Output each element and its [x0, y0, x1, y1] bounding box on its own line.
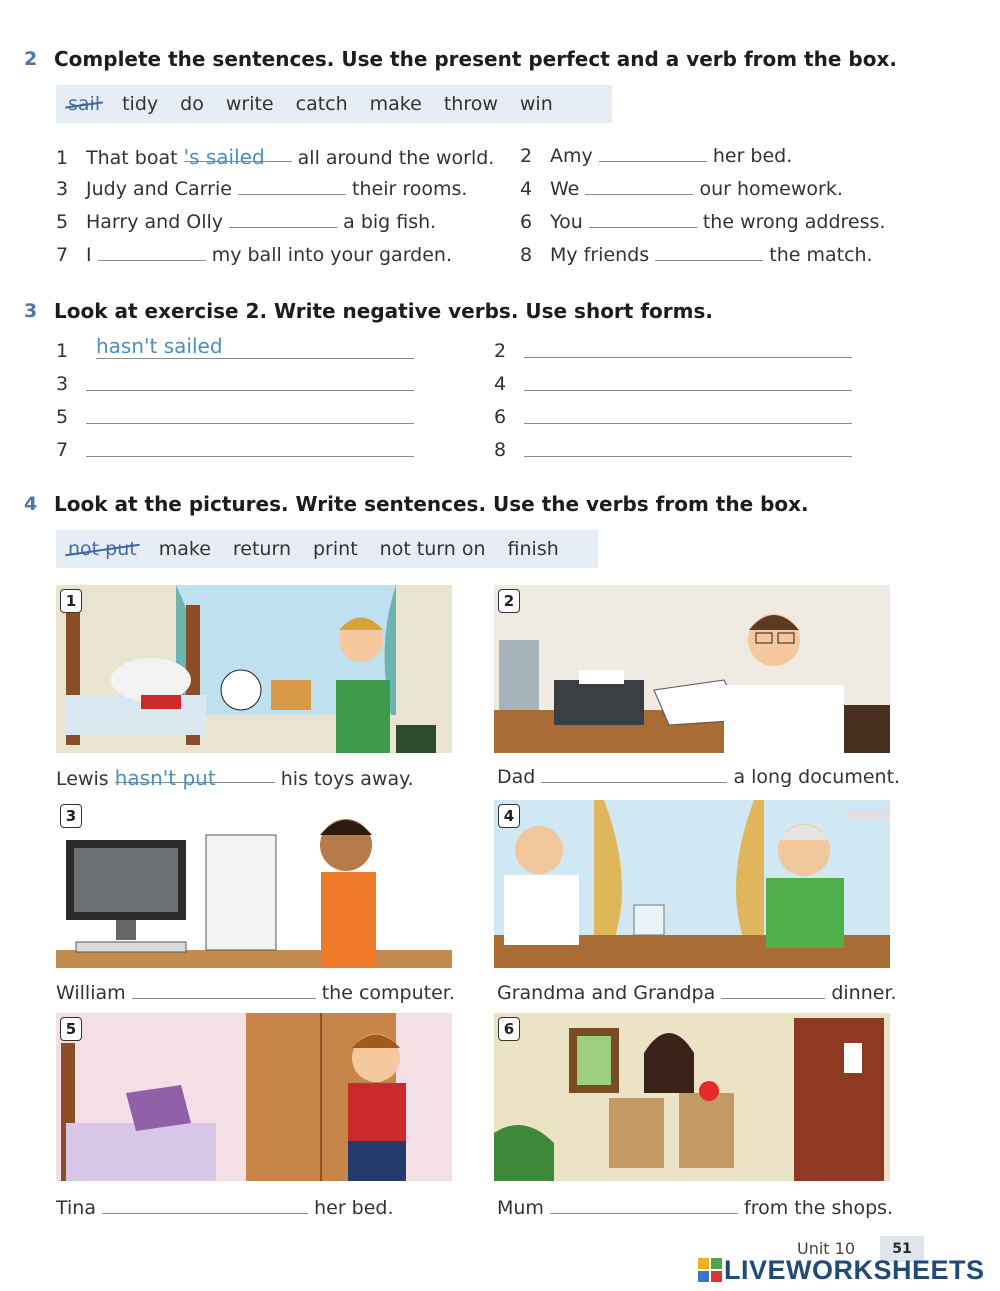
exercise-4-title: Look at the pictures. Write sentences. Use the verbs from the box.	[54, 492, 809, 516]
answer-field[interactable]	[589, 211, 697, 228]
exercise-3-item-number: 5	[56, 406, 69, 428]
picture-1-messy-bedroom	[56, 585, 452, 753]
exercise-2-item-7: 7 I my ball into your garden.	[56, 244, 453, 266]
exercise-3-answer-field[interactable]: hasn't sailed	[96, 334, 414, 359]
picture-number-badge: 1	[60, 589, 82, 613]
word-box-item: write	[225, 93, 274, 115]
page-number: 51	[880, 1236, 924, 1262]
answer-field[interactable]	[132, 982, 316, 999]
exercise-2-item-4: 4 We our homework.	[520, 178, 843, 200]
word-box-item: finish	[507, 538, 559, 560]
picture-6-caption: Mum from the shops.	[497, 1197, 894, 1219]
answer-field[interactable]	[541, 766, 727, 783]
answer-field[interactable]	[102, 1197, 308, 1214]
word-box-item: win	[519, 93, 553, 115]
exercise-2-item-8: 8 My friends the match.	[520, 244, 873, 266]
exercise-3-answer-field[interactable]	[86, 456, 414, 457]
exercise-3-title: Look at exercise 2. Write negative verbs. Use short forms.	[54, 299, 713, 323]
word-box-item: print	[313, 538, 358, 560]
exercise-3-item-number: 1	[56, 340, 69, 362]
exercise-3-answer-field[interactable]	[524, 456, 852, 457]
word-box-item: not turn on	[379, 538, 486, 560]
picture-5-caption: Tina her bed.	[56, 1197, 394, 1219]
picture-5-tina-bedroom	[56, 1013, 452, 1181]
answer-field[interactable]: 's sailed	[184, 145, 292, 162]
exercise-2-item-2: 2 Amy her bed.	[520, 145, 793, 167]
answer-field[interactable]	[655, 244, 763, 261]
answer-field[interactable]	[585, 178, 693, 195]
word-box-item: tidy	[122, 93, 159, 115]
exercise-2-item-3: 3 Judy and Carrie their rooms.	[56, 178, 468, 200]
exercise-3-item-number: 6	[494, 406, 507, 428]
word-box-item: make	[158, 538, 211, 560]
word-box-item: catch	[295, 93, 348, 115]
picture-2-dad-printing	[494, 585, 890, 753]
unit-label: Unit 10	[797, 1239, 856, 1258]
answer-field[interactable]	[238, 178, 346, 195]
exercise-3-item-number: 8	[494, 439, 507, 461]
exercise-2-word-box	[56, 85, 612, 123]
word-box-item-crossed: not put	[68, 538, 137, 560]
picture-1-caption: Lewis hasn't put his toys away.	[56, 766, 414, 790]
exercise-4-number: 4	[24, 493, 38, 515]
exercise-2-item-1: 1 That boat 's sailed all around the world.	[56, 145, 495, 169]
exercise-2-item-5: 5 Harry and Olly a big fish.	[56, 211, 437, 233]
exercise-3-item-number: 4	[494, 373, 507, 395]
word-box-item: make	[369, 93, 422, 115]
word-box-item-crossed: sail	[68, 93, 101, 115]
exercise-2-item-6: 6 You the wrong address.	[520, 211, 886, 233]
exercise-3-answer-field[interactable]	[524, 357, 852, 358]
answer-field[interactable]	[229, 211, 337, 228]
picture-number-badge: 6	[498, 1017, 520, 1041]
picture-4-caption: Grandma and Grandpa dinner.	[497, 982, 897, 1004]
picture-2-caption: Dad a long document.	[497, 766, 901, 788]
exercise-3-answer-field[interactable]	[86, 423, 414, 424]
picture-3-caption: William the computer.	[56, 982, 455, 1004]
liveworksheets-brand[interactable]: LIVEWORKSHEETS	[724, 1255, 985, 1285]
answer-field[interactable]: hasn't put	[115, 766, 275, 783]
exercise-3-answer-field[interactable]	[524, 423, 852, 424]
word-box-item: return	[232, 538, 291, 560]
picture-6-mum-shopping	[494, 1013, 890, 1181]
answer-field[interactable]	[550, 1197, 738, 1214]
word-box-item: throw	[443, 93, 498, 115]
picture-4-grandparents-dinner	[494, 800, 890, 968]
exercise-3-number: 3	[24, 300, 38, 322]
picture-number-badge: 3	[60, 804, 82, 828]
word-box-item: do	[180, 93, 204, 115]
liveworksheets-logo-icon	[698, 1258, 722, 1282]
exercise-3-item-number: 3	[56, 373, 69, 395]
picture-number-badge: 2	[498, 589, 520, 613]
picture-number-badge: 4	[498, 804, 520, 828]
answer-field[interactable]	[721, 982, 825, 999]
exercise-3-answer-field[interactable]	[86, 390, 414, 391]
picture-3-william-computer	[56, 800, 452, 968]
exercise-3-answer-field[interactable]	[524, 390, 852, 391]
answer-field[interactable]	[599, 145, 707, 162]
exercise-2-title: Complete the sentences. Use the present perfect and a verb from the box.	[54, 47, 897, 71]
exercise-3-item-number: 2	[494, 340, 507, 362]
exercise-3-item-number: 7	[56, 439, 69, 461]
exercise-4-word-box	[56, 530, 598, 568]
exercise-2-number: 2	[24, 48, 38, 70]
picture-number-badge: 5	[60, 1017, 82, 1041]
answer-field[interactable]	[98, 244, 206, 261]
